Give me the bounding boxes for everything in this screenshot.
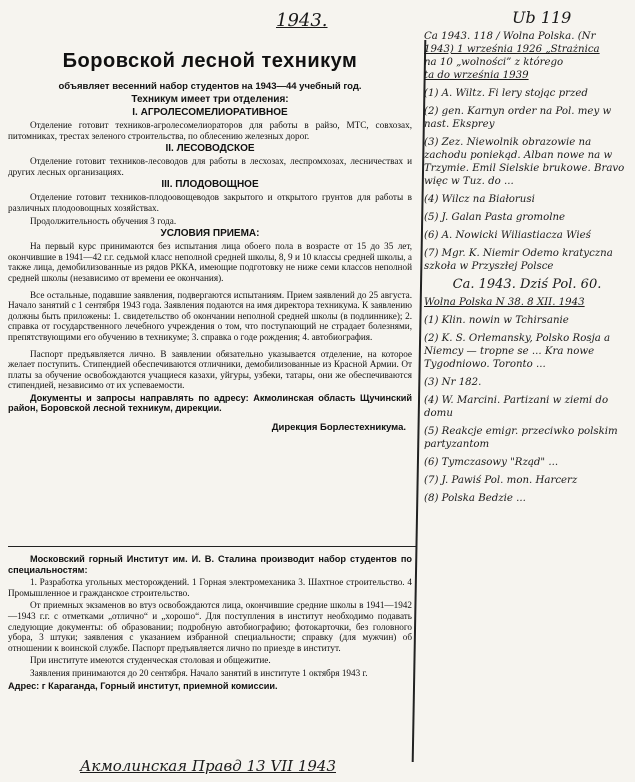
notes-entry: (8) Polska Bedzie ...: [424, 493, 526, 504]
notes-entry: (7) J. Pawiś Pol. mon. Harcerz: [424, 475, 578, 486]
ad1-section-text: Отделение готовит техников-агролесомелиораторов для работы в райзо, МТС, совхозах, питомниках, трестах зеленого строительства, по облесению железных дорог.: [8, 120, 412, 141]
handwritten-source-note: Акмолинская Правд 13 VII 1943: [80, 757, 336, 775]
handwritten-notes: [424, 30, 630, 505]
handwritten-year: 1943.: [276, 10, 328, 31]
ad1-title: Боровской лесной техникум: [62, 50, 358, 72]
notes-entry: (2) gen. Karnyn order na Pol. mey w nast. Eksprey: [424, 106, 612, 130]
ad1-subtitle: объявляет весенний набор студентов на 1943—44 учебный год.: [58, 81, 362, 92]
notes-entry: (1) Klin. nowin w Tchirsanie: [424, 315, 569, 326]
notes-entry: (4) W. Marcini. Partizani w ziemi do domu: [424, 395, 609, 419]
ad1-section-heading: III. ПЛОДОВОЩНОЕ: [161, 179, 259, 191]
ad1-duration: Продолжительность обучения 3 года.: [30, 215, 177, 226]
ad1-section-heading: I. АГРОЛЕСОМЕЛИОРАТИВНОЕ: [132, 107, 288, 118]
notes-entry: (6) Tymczasowy "Rząd" ...: [424, 457, 559, 468]
ad2-address: Адрес: г Караганда, Горный институт, приемной комиссии.: [8, 680, 278, 691]
notes-entry: (6) A. Nowicki Wiliastiacza Wieś: [424, 230, 591, 241]
notes-header-line: na 10 „wolności” z którego: [424, 57, 564, 68]
notes-entry: (4) Wilcz na Białorusi: [424, 194, 535, 205]
notes-entry: (2) K. S. Orlemansky, Polsko Rosja a Niemcy — tropne se ... Kra nowe Tygodniowo. Toronto ...: [424, 333, 611, 370]
notes-header-line: 1943) 1 września 1926 „Strażnica: [424, 44, 600, 55]
ad2-heading: Московский горный Институт им. И. В. Сталина производит набор студентов по специальностям:: [8, 554, 412, 575]
ad-separator: [8, 546, 416, 547]
ad-moscow-mining: [8, 552, 412, 691]
ad1-section-heading: II. ЛЕСОВОДСКОЕ: [165, 143, 255, 155]
ad1-signature: Дирекция Борлестехникума.: [271, 422, 406, 434]
ad1-conditions-heading: УСЛОВИЯ ПРИЕМА:: [160, 228, 260, 240]
ad1-section-text: Отделение готовит техников-плодоовощеводов закрытого и открытого грунтов для работы в различных плодоовощных хозяйствах.: [8, 192, 412, 213]
ad2-dates: Заявления принимаются до 20 сентября. Начало занятий в институте 1 октября 1943 г.: [30, 667, 368, 678]
notes-entry: (5) J. Galan Pasta gromolne: [424, 212, 566, 223]
notes-entry: (3) Nr 182.: [424, 377, 482, 388]
ad1-intro: Техникум имеет три отделения:: [131, 94, 289, 105]
ad1-address: Документы и запросы направлять по адресу: Акмолинская область Щучинский район, Боровской лесной техникум, дирекции.: [8, 392, 412, 414]
ad2-exams: От приемных экзаменов во втуз освобождаются лица, окончившие средние школы в 1941—1942—1943 г.г. с отметками „отлично“ и „хорошо“. Для поступления в институт необходимо подавать следующие документы: об образовании; подробную автобиографию; фотокарточки, без головного убора, 3 штуки; заявления с указанием избранной специальности; справку (для мужчин) об отношении к воинской службе. Паспорт предъявляется лично по приезде в институт.: [8, 600, 412, 653]
ad2-specialties: 1. Разработка угольных месторождений. 1 Горная электромеханика 3. Шахтное строительство. 4 Промышленное и гражданское строительство.: [8, 577, 412, 598]
notes-entry: (3) Zez. Niewolnik obrazowie na zachodu poniekąd. Alban nowe na w Trzymie. Emil Sielskie brukowe. Bravo więc w Tuz. do ...: [424, 137, 625, 187]
notes-mid-heading: Ca. 1943. Dziś Pol. 60.: [452, 277, 602, 292]
notes-entry: (5) Reakcje emigr. przeciwko polskim partyzantom: [424, 426, 618, 450]
ad1-condition: Паспорт предъявляется лично. В заявлении обязательно указывается отделение, на которое желает поступить. Стипендией обеспечиваются отличники, демобилизованные из Красной Армии. От платы за обучение освобождаются учащиеся казахи, уйгуры, узбеки, татары, они же обеспечиваются стипендией, независимо от их успеваемости.: [8, 348, 412, 391]
ad-borovskoy: [8, 46, 412, 433]
ad1-condition: Все остальные, подавшие заявления, подвергаются испытаниям. Прием заявлений до 25 августа. Начало занятий с 1 сентября 1943 года. Заявления подаются на имя директора техникума. К заявлению должны быть приложены: 1. свидетельство об окончании неполной средней школы (в подлиннике); 2. справка от государственного лечебного учреждения о том, что поступающий не страдает болезнями, препятствующими его обучению в техникуме; 3. справка о годе рождения; 4. автобиография.: [8, 289, 412, 342]
ad1-condition: На первый курс принимаются без испытания лица обоего пола в возрасте от 15 до 35 лет, окончившие в 1941—42 г.г. седьмой класс неполной средней школы, 8, 9 и 10 классы средней школы, а также лица, демобилизованные из рядов РККА, имеющие подготовку не ниже семи классов неполной средней школы (независимо от времени ее окончания).: [8, 241, 412, 283]
notes-entry: (1) A. Wiltz. Fi lery stojąc przed: [424, 88, 588, 99]
handwritten-code: Ub 119: [512, 8, 572, 27]
notes-header-line: ta do września 1939: [424, 70, 529, 81]
ad2-dorm: При институте имеются студенческая столовая и общежитие.: [30, 655, 271, 666]
ad1-section-text: Отделение готовит техников-лесоводов для работы в лесхозах, леспромхозах, лесничествах и других лесных организациях.: [8, 156, 412, 177]
notes-header-line: Wolna Polska N 38. 8 XII. 1943: [424, 297, 585, 308]
notes-header-line: Ca 1943. 118 / Wolna Polska. (Nr: [424, 31, 596, 42]
notes-entry: (7) Mgr. K. Niemir Odemo kratyczna szkoła w Przyszłej Polsce: [424, 248, 613, 272]
